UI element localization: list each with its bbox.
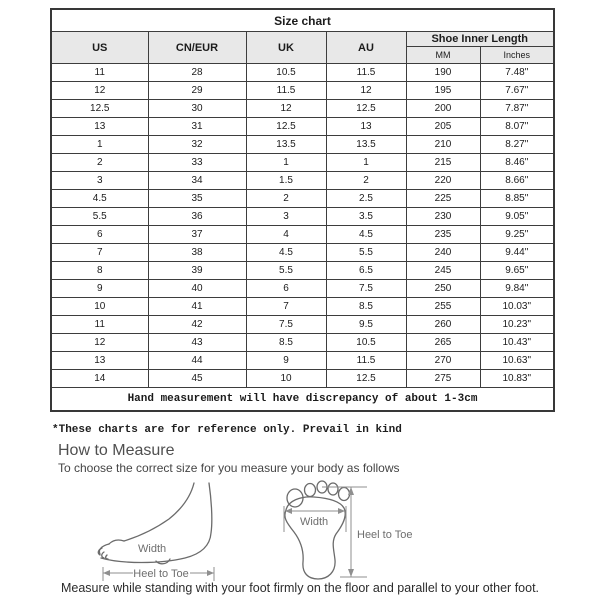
table-cell: 12 (326, 82, 406, 100)
table-cell: 12.5 (326, 100, 406, 118)
table-cell: 9 (51, 280, 148, 298)
table-cell: 200 (406, 100, 480, 118)
table-cell: 29 (148, 82, 246, 100)
table-row (51, 118, 554, 136)
table-cell: 10.43" (480, 334, 554, 352)
table-row (51, 334, 554, 352)
table-cell: 8.85" (480, 190, 554, 208)
table-cell: 10 (246, 370, 326, 388)
size-chart-footer (51, 388, 554, 412)
table-row (51, 298, 554, 316)
col-header-shoe-inner-length: Shoe Inner Length (406, 32, 554, 47)
table-cell: 2 (246, 190, 326, 208)
table-cell: 4 (246, 226, 326, 244)
table-cell: 250 (406, 280, 480, 298)
table-cell: 10 (51, 298, 148, 316)
table-cell: 9.44" (480, 244, 554, 262)
table-cell: 1.5 (246, 172, 326, 190)
table-cell: 265 (406, 334, 480, 352)
table-cell: 5.5 (246, 262, 326, 280)
table-cell: 13.5 (326, 136, 406, 154)
side-width-label: Width (138, 543, 167, 555)
table-cell: 30 (148, 100, 246, 118)
col-header-au: AU (326, 32, 406, 64)
table-cell: 2 (51, 154, 148, 172)
table-cell: 42 (148, 316, 246, 334)
size-rows (51, 64, 554, 388)
table-cell: 6 (246, 280, 326, 298)
size-chart-header (51, 9, 554, 64)
table-row (51, 64, 554, 82)
table-cell: 9.25" (480, 226, 554, 244)
table-cell: 6 (51, 226, 148, 244)
table-cell: 45 (148, 370, 246, 388)
table-cell: 205 (406, 118, 480, 136)
table-cell: 9.05" (480, 208, 554, 226)
table-cell: 2.5 (326, 190, 406, 208)
table-cell: 13 (51, 352, 148, 370)
table-row (51, 136, 554, 154)
table-cell: 10.5 (246, 64, 326, 82)
table-cell: 3 (51, 172, 148, 190)
table-cell: 13.5 (246, 136, 326, 154)
table-footnote: Hand measurement will have discrepancy of about 1-3cm (51, 388, 554, 412)
table-cell: 9 (246, 352, 326, 370)
table-cell: 220 (406, 172, 480, 190)
table-cell: 38 (148, 244, 246, 262)
table-cell: 12.5 (51, 100, 148, 118)
table-title: Size chart (51, 9, 554, 32)
table-cell: 5.5 (51, 208, 148, 226)
col-header-cn-eur: CN/EUR (148, 32, 246, 64)
table-cell: 10.5 (326, 334, 406, 352)
table-cell: 37 (148, 226, 246, 244)
table-cell: 9.84" (480, 280, 554, 298)
col-header-us: US (51, 32, 148, 64)
table-cell: 1 (51, 136, 148, 154)
table-cell: 11.5 (326, 352, 406, 370)
footprint-width-label: Width (300, 516, 329, 528)
table-cell: 11 (51, 316, 148, 334)
col-header-mm: MM (406, 47, 480, 64)
table-cell: 44 (148, 352, 246, 370)
table-row (51, 280, 554, 298)
size-chart-table (50, 8, 555, 412)
side-heel-to-toe-label: Heel to Toe (133, 568, 189, 580)
table-cell: 33 (148, 154, 246, 172)
table-cell: 210 (406, 136, 480, 154)
table-row (51, 208, 554, 226)
table-row (51, 370, 554, 388)
table-cell: 235 (406, 226, 480, 244)
table-cell: 31 (148, 118, 246, 136)
foot-side-view-diagram (90, 479, 230, 583)
table-cell: 11 (51, 64, 148, 82)
col-header-inches: Inches (480, 47, 554, 64)
table-cell: 195 (406, 82, 480, 100)
table-cell: 43 (148, 334, 246, 352)
table-row (51, 172, 554, 190)
table-cell: 260 (406, 316, 480, 334)
table-cell: 1 (326, 154, 406, 172)
how-to-measure-subtitle: To choose the correct size for you measure your body as follows (58, 461, 400, 475)
table-row (51, 100, 554, 118)
table-title-row (51, 9, 554, 32)
footprint-heel-to-toe-label: Heel to Toe (357, 529, 413, 541)
table-cell: 11.5 (326, 64, 406, 82)
table-cell: 6.5 (326, 262, 406, 280)
table-row (51, 226, 554, 244)
table-cell: 12.5 (326, 370, 406, 388)
table-cell: 8.07" (480, 118, 554, 136)
table-cell: 14 (51, 370, 148, 388)
table-cell: 245 (406, 262, 480, 280)
table-cell: 13 (51, 118, 148, 136)
table-cell: 7 (246, 298, 326, 316)
table-cell: 8.66" (480, 172, 554, 190)
table-cell: 8.27" (480, 136, 554, 154)
measure-instruction: Measure while standing with your foot firmly on the floor and parallel to your other foot. (60, 581, 540, 595)
table-cell: 28 (148, 64, 246, 82)
table-row (51, 262, 554, 280)
how-to-measure-title: How to Measure (58, 442, 175, 459)
table-cell: 7.67" (480, 82, 554, 100)
table-row (51, 316, 554, 334)
table-cell: 270 (406, 352, 480, 370)
table-cell: 275 (406, 370, 480, 388)
table-cell: 190 (406, 64, 480, 82)
table-cell: 36 (148, 208, 246, 226)
table-cell: 7 (51, 244, 148, 262)
table-cell: 12 (51, 82, 148, 100)
table-cell: 12 (246, 100, 326, 118)
table-cell: 8 (51, 262, 148, 280)
table-cell: 215 (406, 154, 480, 172)
table-cell: 225 (406, 190, 480, 208)
table-cell: 4.5 (246, 244, 326, 262)
table-cell: 11.5 (246, 82, 326, 100)
table-cell: 7.5 (326, 280, 406, 298)
col-header-uk: UK (246, 32, 326, 64)
table-cell: 4.5 (326, 226, 406, 244)
table-cell: 8.5 (246, 334, 326, 352)
table-cell: 5.5 (326, 244, 406, 262)
table-row (51, 244, 554, 262)
table-header-row (51, 32, 554, 47)
table-cell: 12.5 (246, 118, 326, 136)
table-cell: 8.5 (326, 298, 406, 316)
table-footnote-row (51, 388, 554, 412)
table-cell: 39 (148, 262, 246, 280)
table-row (51, 352, 554, 370)
table-cell: 7.87" (480, 100, 554, 118)
table-cell: 35 (148, 190, 246, 208)
table-row (51, 190, 554, 208)
table-cell: 1 (246, 154, 326, 172)
table-cell: 34 (148, 172, 246, 190)
table-cell: 13 (326, 118, 406, 136)
table-cell: 10.03" (480, 298, 554, 316)
table-cell: 10.63" (480, 352, 554, 370)
table-cell: 41 (148, 298, 246, 316)
table-cell: 7.48" (480, 64, 554, 82)
table-cell: 9.65" (480, 262, 554, 280)
table-cell: 8.46" (480, 154, 554, 172)
table-cell: 240 (406, 244, 480, 262)
table-cell: 9.5 (326, 316, 406, 334)
footprint-diagram (270, 476, 445, 584)
table-cell: 10.83" (480, 370, 554, 388)
table-cell: 3 (246, 208, 326, 226)
table-row (51, 82, 554, 100)
table-cell: 32 (148, 136, 246, 154)
table-cell: 40 (148, 280, 246, 298)
table-cell: 3.5 (326, 208, 406, 226)
table-cell: 4.5 (51, 190, 148, 208)
table-cell: 255 (406, 298, 480, 316)
table-cell: 2 (326, 172, 406, 190)
table-cell: 7.5 (246, 316, 326, 334)
table-row (51, 154, 554, 172)
table-cell: 10.23" (480, 316, 554, 334)
reference-note: *These charts are for reference only. Prevail in kind (52, 424, 402, 436)
table-cell: 12 (51, 334, 148, 352)
table-cell: 230 (406, 208, 480, 226)
